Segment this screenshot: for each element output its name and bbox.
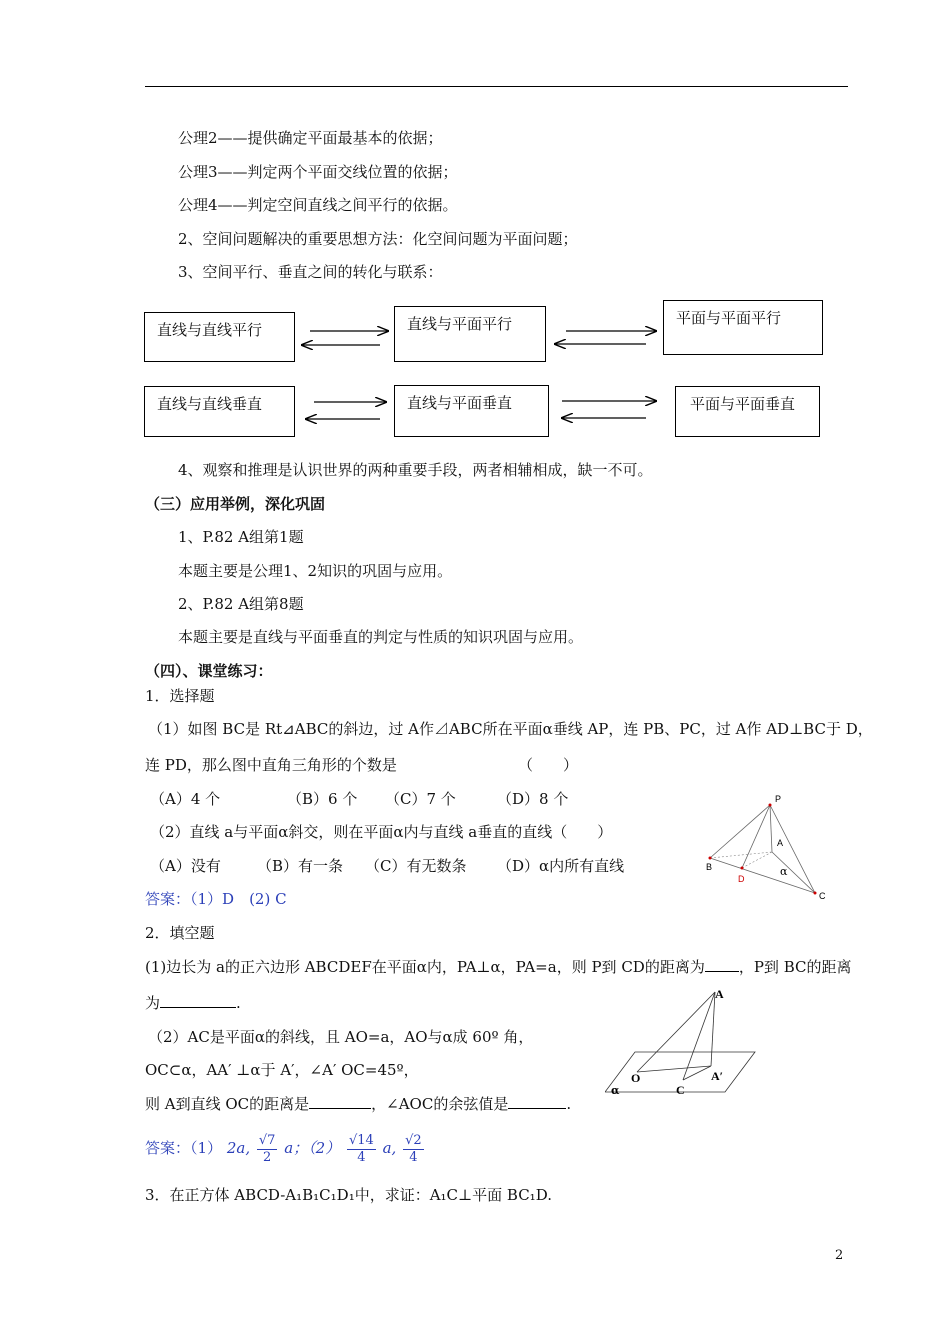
q-part: 则 A到直线 OC的距离是: [145, 1095, 310, 1113]
option: （C）7 个: [385, 790, 456, 808]
answer-label: 答案：（1）: [145, 1139, 223, 1157]
option: （A）没有: [150, 857, 221, 875]
question-text: [145, 957, 851, 977]
text-line: 公理2——提供确定平面最基本的依据；: [178, 129, 443, 147]
q-part: (1)边长为 a的正六边形 ABCDEF在平面α内，PA⊥α，PA=a，则 P到 CD的距离为: [145, 958, 705, 976]
blank: [705, 957, 739, 972]
text-line: 2．填空题: [145, 924, 215, 942]
box-line-line-perp: 直线与直线垂直: [144, 386, 295, 437]
question-text: （1）如图 BC是 Rt⊿ABC的斜边，过 A作⊿ABC所在平面α垂线 AP，连 PB、PC，过 A作 AD⊥BC于 D，: [148, 720, 873, 738]
text-line: 公理4——判定空间直线之间平行的依据。: [178, 196, 458, 214]
text-line: 本题主要是直线与平面垂直的判定与性质的知识巩固与应用。: [178, 628, 584, 646]
text-line: 3、空间平行、垂直之间的转化与联系：: [178, 263, 443, 281]
label-alpha: α: [611, 1084, 620, 1097]
question-text: （2）直线 a与平面α斜交，则在平面α内与直线 a垂直的直线（ ）: [150, 823, 613, 841]
option: （C）有无数条: [365, 857, 467, 875]
box-line-line-parallel: 直线与直线平行: [144, 312, 295, 362]
option: （B）有一条: [257, 857, 344, 875]
q-part: .: [566, 1095, 572, 1113]
option: （D）α内所有直线: [497, 857, 625, 875]
q-part: .: [236, 994, 241, 1012]
label-C: C: [676, 1083, 685, 1097]
question-text: （2）AC是平面α的斜线，且 AO=a，AO与α成 60º 角，: [148, 1028, 534, 1046]
label-A: A: [777, 838, 784, 848]
figure-pyramid: [700, 790, 840, 905]
label-A: A: [715, 987, 724, 1001]
label-C: C: [819, 891, 826, 901]
text-line: 本题主要是公理1、2知识的巩固与应用。: [178, 562, 453, 580]
page-number: 2: [835, 1248, 844, 1263]
blank: [508, 1094, 566, 1109]
fraction: $\frac{√14}{4}$: [349, 1132, 374, 1165]
label-A-prime: A′: [711, 1069, 724, 1083]
blank: [309, 1094, 371, 1109]
question-text: OC⊂α，AA′ ⊥α于 A′，∠A′ OC=45º，: [145, 1061, 419, 1079]
question-text: 连 PD，那么图中直角三角形的个数是: [145, 756, 397, 774]
option: （D）8 个: [497, 790, 569, 808]
answer-part: a；（2）: [284, 1139, 341, 1157]
diagram-arrows: [0, 0, 950, 460]
option: （A）4 个: [150, 790, 221, 808]
box-plane-plane-perp: 平面与平面垂直: [675, 386, 820, 437]
section-heading: （四）、课堂练习：: [145, 662, 273, 680]
question-text: [145, 1094, 571, 1114]
box-plane-plane-parallel: 平面与平面平行: [663, 300, 823, 355]
option: （B）6 个: [287, 790, 358, 808]
answer-part: 2a,: [226, 1139, 251, 1157]
q-part: 为: [145, 994, 161, 1012]
fraction: $\frac{√7}{2}$: [258, 1132, 276, 1165]
text-line: 2、P.82 A组第8题: [178, 595, 304, 613]
label-alpha: α: [780, 865, 788, 878]
text-line: 1．选择题: [145, 687, 215, 705]
label-P: P: [775, 794, 782, 804]
text-line: 公理3——判定两个平面交线位置的依据；: [178, 163, 458, 181]
answer-text: 答案：（1）D (2) C: [145, 890, 287, 908]
label-B: B: [706, 862, 713, 872]
label-D: D: [738, 874, 745, 884]
section-heading: （三）应用举例，深化巩固: [145, 495, 326, 513]
box-line-plane-perp: 直线与平面垂直: [394, 385, 549, 437]
q-part: ，P到 BC的距离: [738, 958, 852, 976]
label-O: O: [631, 1071, 641, 1085]
q-part: ，∠AOC的余弦值是: [371, 1095, 509, 1113]
text-line: 4、观察和推理是认识世界的两种重要手段，两者相辅相成，缺一不可。: [178, 461, 653, 479]
blank: [160, 993, 236, 1008]
text-line: 2、空间问题解决的重要思想方法：化空间问题为平面问题；: [178, 230, 578, 248]
answer-paren: （ ）: [518, 756, 579, 774]
question-text: [145, 993, 241, 1013]
question-text: 3．在正方体 ABCD-A₁B₁C₁D₁中，求证：A₁C⊥平面 BC₁D.: [145, 1186, 552, 1204]
answer-part: a,: [382, 1139, 397, 1157]
text-line: 1、P.82 A组第1题: [178, 528, 304, 546]
fraction: $\frac{√2}{4}$: [405, 1132, 422, 1165]
answer-text: [145, 1128, 426, 1170]
figure-oblique-line: [605, 980, 765, 1105]
box-line-plane-parallel: 直线与平面平行: [394, 306, 546, 362]
